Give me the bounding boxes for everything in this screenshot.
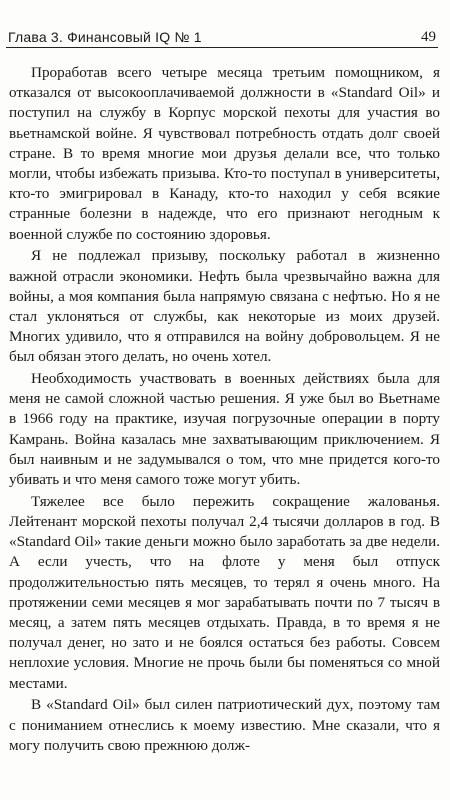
- page-header: [8, 20, 436, 46]
- page-number: 49: [421, 29, 436, 45]
- body-text: [9, 63, 440, 757]
- paragraph-1: Проработав всего четыре месяца третьим помощником, я отказался от высокооплачиваемой должности в «Standard Oil» и поступил на службу в Корпус морской пехоты для участия во вьетнамской войне. Я чувствовал потребность отдать долг своей стране. В то время многие мои друзья делали все, что только могли, чтобы избежать призыва. Кто-то поступал в университеты, кто-то эмигрировал в Канаду, кто-то находил у себя всякие странные болезни в надежде, что его признают негодным к военной службе по состоянию здоровья.: [9, 64, 440, 243]
- paragraph-5: В «Standard Oil» был силен патриотический дух, поэтому там с пониманием отнеслись к моему известию. Мне сказали, что я могу получить свою прежнюю долж-: [9, 696, 440, 754]
- running-title: Глава 3. Финансовый IQ № 1: [8, 29, 202, 45]
- paragraph-4: Тяжелее все было пережить сокращение жалованья. Лейтенант морской пехоты получал 2,4 тысячи долларов в год. В «Standard Oil» такие деньги можно было заработать за две недели. А если учесть, что на флоте у меня был отпуск продолжительностью пять месяцев, то терял я очень много. На протяжении семи месяцев я мог зарабатывать почти по 7 тысяч в месяц, а затем пять месяцев отдыхать. Правда, в то время я не получал денег, но зато и не боялся остаться без работы. Совсем неплохие условия. Многие не прочь были бы поменяться со мной местами.: [9, 492, 440, 692]
- paragraph-2: Я не подлежал призыву, поскольку работал в жизненно важной отрасли экономики. Нефть была чрезвычайно важна для войны, а моя компания была напрямую связана с нефтью. Но я не стал уклоняться от службы, как некоторые из моих друзей. Многих удивило, что я отправился на войну добровольцем. Я не был обязан этого делать, но очень хотел.: [9, 247, 440, 366]
- header-rule: [6, 47, 438, 48]
- paragraph-3: Необходимость участвовать в военных действиях была для меня не самой сложной частью решения. Я уже был во Вьетнаме в 1966 году на практике, изучая погрузочные операции в порту Камрань. Война казалась мне захватывающим приключением. Я был наивным и не задумывался о том, что мне придется кого-то убивать и что меня самого тоже могут убить.: [9, 370, 440, 489]
